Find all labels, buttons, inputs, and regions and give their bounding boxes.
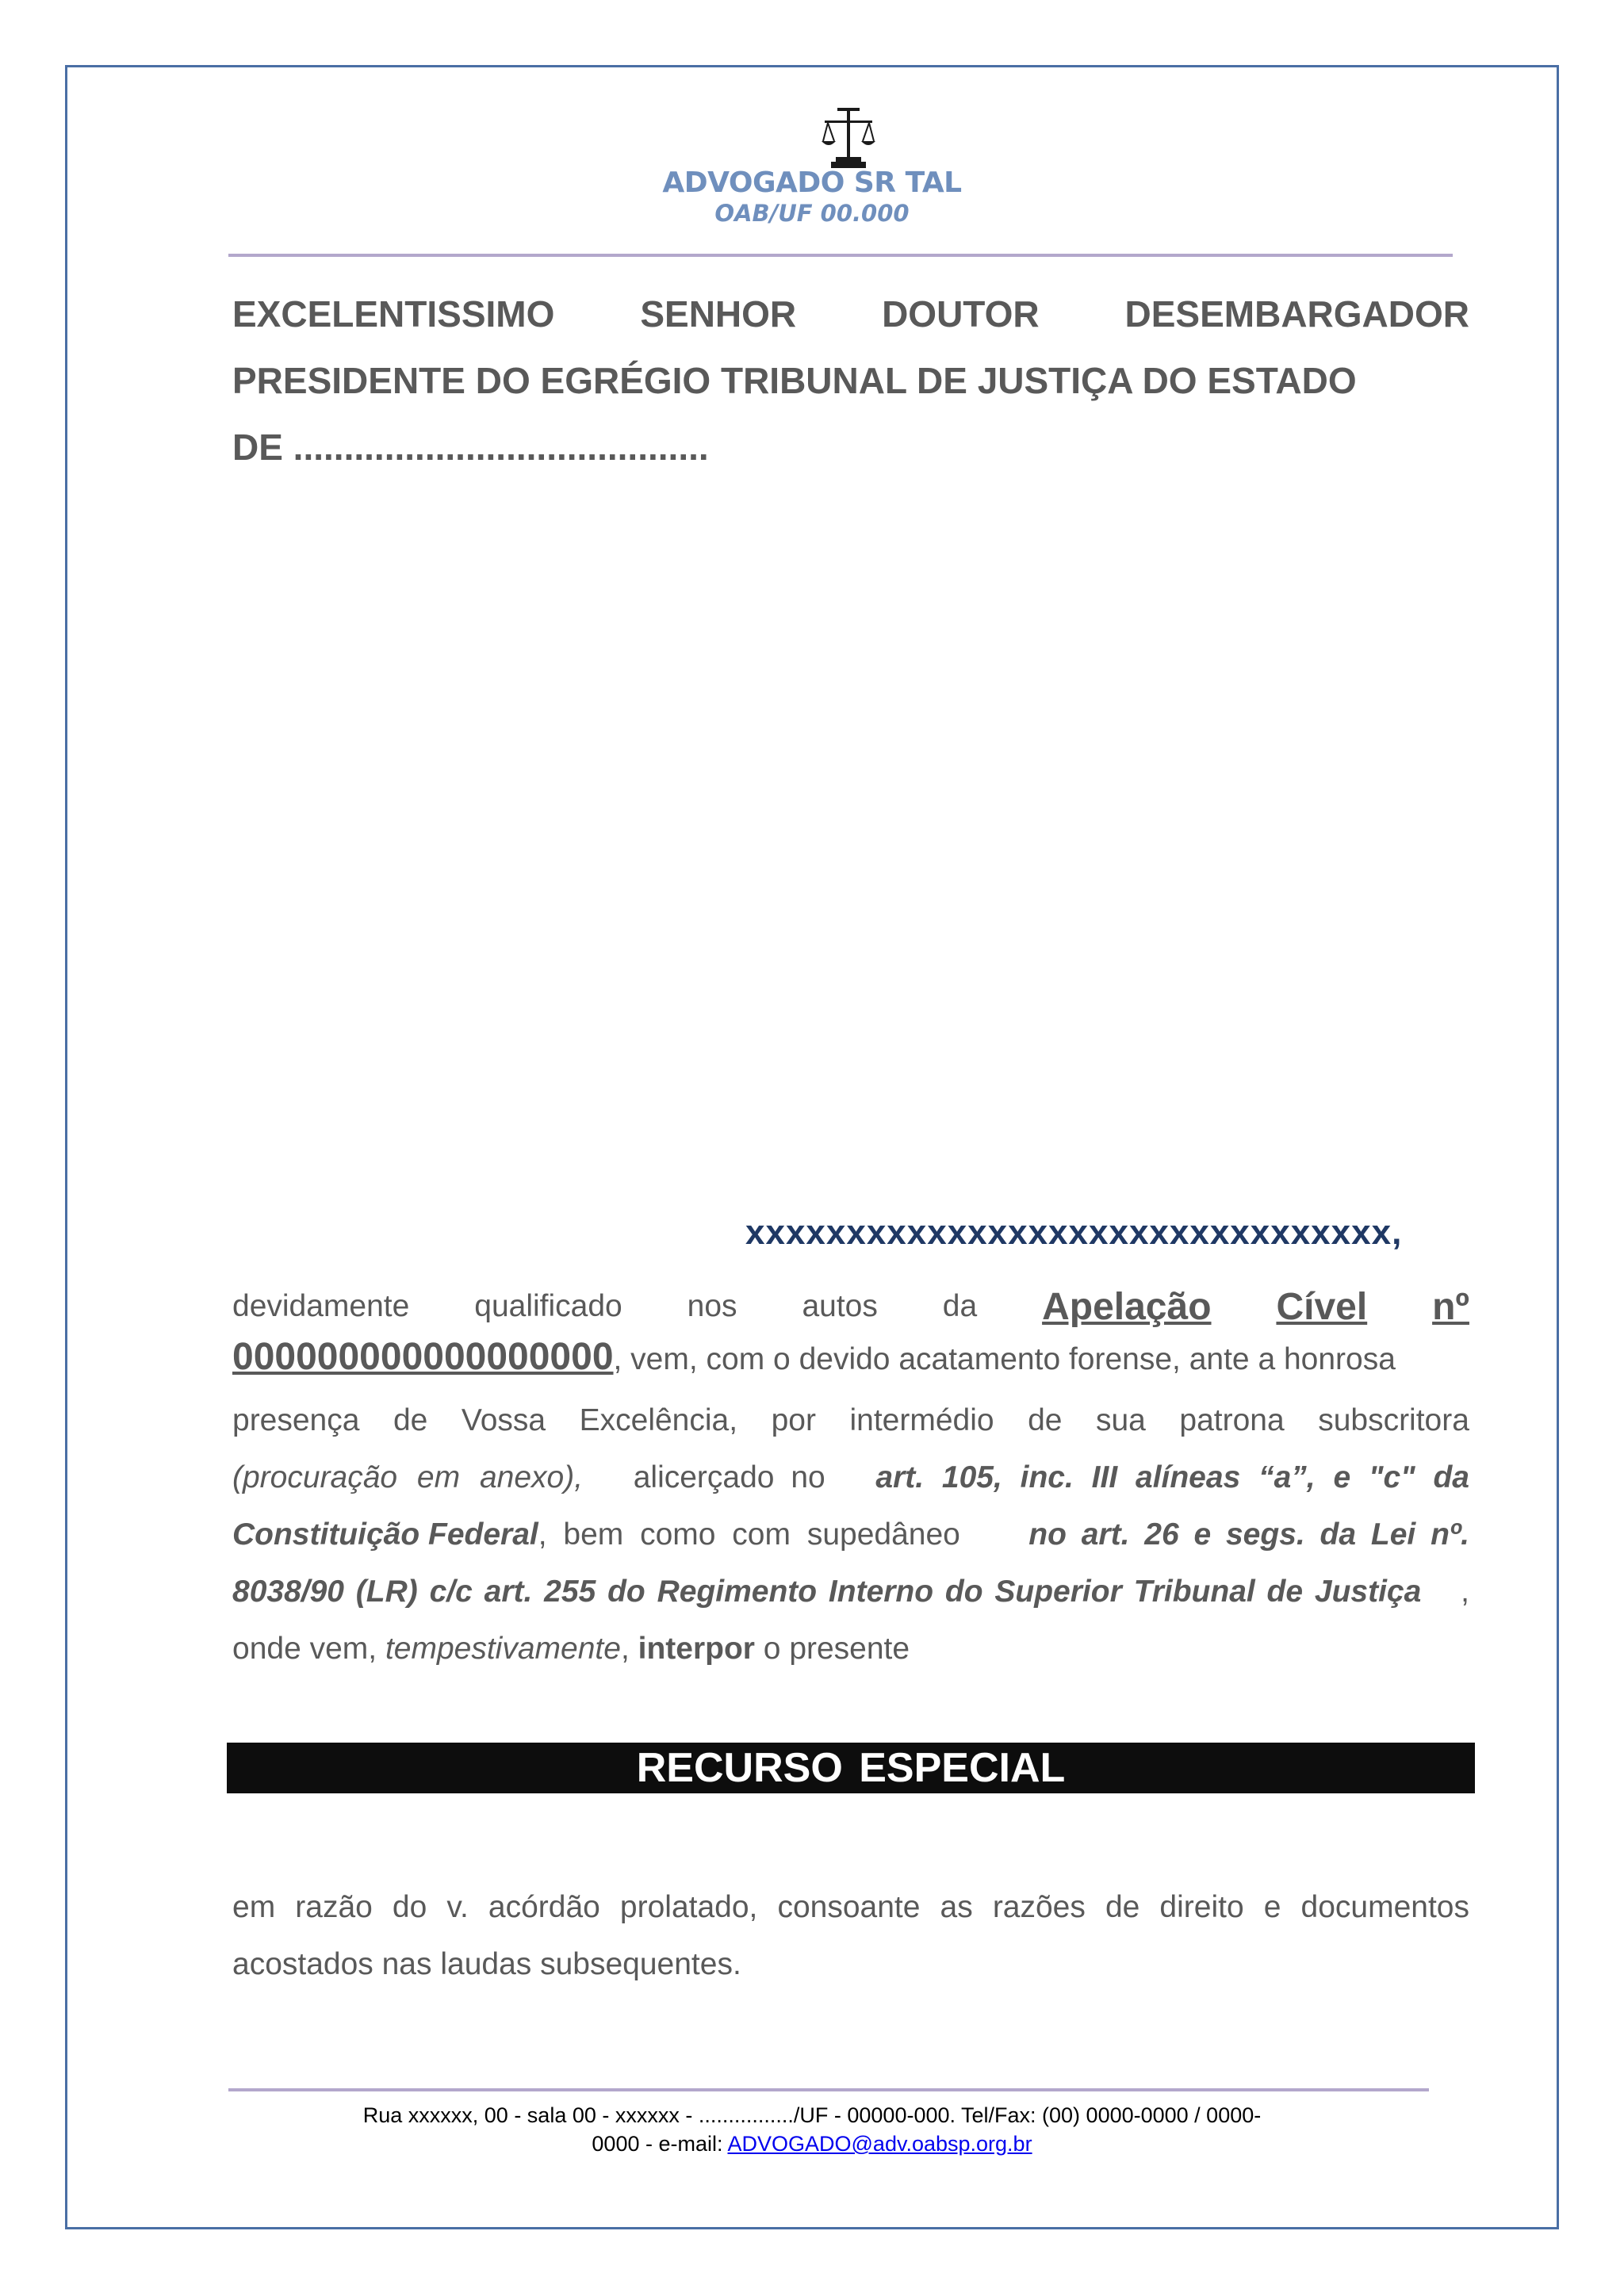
body-word: presença [232,1403,360,1437]
body-text-segment: , vem, com o devido acatamento forense, ante a honrosa [613,1342,1396,1376]
firm-name: ADVOGADO SR TAL [662,166,962,199]
footer-address: Rua xxxxxx, 00 - sala 00 - xxxxxx - ................/UF - 00000-000. Tel/Fax: (00) 0000-0000 / 0000- [362,2103,1262,2127]
body-word: intermédio [849,1403,994,1437]
body-line-7 [232,1632,1469,1689]
body-word: acórdão [488,1890,600,1924]
footer-divider [228,2088,1429,2091]
body-word: sua [1095,1403,1146,1437]
legal-citation: Constituição Federal [232,1517,538,1552]
body-word: prolatado, [619,1890,758,1924]
footer-email-label: 0000 - e-mail: [592,2132,728,2156]
process-number: 000000000000000000 [232,1336,614,1378]
body-text-segment: alicerçado no [633,1460,825,1494]
addressee-block [232,281,1469,480]
addressee-word: DESEMBARGADOR [1124,293,1469,335]
body-word: autos [802,1289,878,1323]
body-text-segment: onde vem, [232,1632,385,1666]
body-text-segment: interpor [638,1632,755,1666]
body-word: consoante [777,1890,921,1924]
body-word: documentos [1300,1890,1469,1924]
body-word: Vossa [461,1403,546,1437]
body-word: de [393,1403,428,1437]
body-line-1 [232,1278,1469,1335]
body-word: patrona [1179,1403,1285,1437]
footer-email-link[interactable]: ADVOGADO@adv.oabsp.org.br [727,2132,1032,2156]
appeal-type-word: Cível [1276,1285,1368,1328]
body-word: v. [446,1890,469,1924]
footer [0,2101,1624,2158]
appeal-type-word: Apelação [1042,1285,1212,1328]
legal-citation: 8038/90 (LR) c/c art. 255 do Regimento Interno do Superior Tribunal de Justiça [232,1575,1422,1609]
body-word: de [1028,1403,1063,1437]
body-word: qualificado [474,1289,622,1323]
body-line-4 [232,1460,1469,1517]
addressee-word: SENHOR [640,293,797,335]
footer-contact [0,2130,1624,2158]
addressee-line-2: PRESIDENTE DO EGRÉGIO TRIBUNAL DE JUSTIÇA DO ESTADO [232,360,1357,401]
closing-paragraph [232,1879,1469,1993]
body-word: do [392,1890,427,1924]
body-word: razão [295,1890,373,1924]
closing-line-2: acostados nas laudas subsequentes. [232,1947,741,1981]
petition-body [232,1278,1469,1689]
body-word: direito [1159,1890,1244,1924]
body-word: as [940,1890,973,1924]
body-word: razões [992,1890,1086,1924]
body-text-segment: tempestivamente [385,1632,621,1666]
body-word: da [942,1289,978,1323]
addressee-word: EXCELENTISSIMO [232,293,555,335]
body-line-2 [232,1335,1469,1403]
party-name [745,1213,1402,1253]
addressee-line-1 [232,281,1469,347]
body-text-segment: , [1461,1575,1469,1609]
body-line-3 [232,1403,1469,1460]
legal-citation: no art. 26 e segs. da Lei nº. [1028,1517,1469,1552]
body-word: por [771,1403,816,1437]
party-comma: , [1392,1213,1403,1252]
appeal-number-label: nº [1432,1285,1469,1328]
body-text-segment: , bem como com supedâneo [538,1517,960,1552]
addressee-line-3: DE ......................................... [232,427,709,468]
document-type-banner: RECURSO ESPECIAL [227,1743,1475,1793]
procuracao-note: (procuração em anexo), [232,1460,584,1494]
body-word: em [232,1890,276,1924]
body-line-5 [232,1517,1469,1575]
body-text-segment: , [620,1632,638,1666]
scales-of-justice-icon [820,106,877,171]
legal-citation: art. 105, inc. III alíneas “a”, e "c" da [875,1460,1469,1494]
body-text-segment: o presente [754,1632,910,1666]
body-word: subscritora [1318,1403,1469,1437]
body-word: nos [687,1289,737,1323]
body-word: devidamente [232,1289,410,1323]
body-line-6 [232,1575,1469,1632]
body-word: de [1105,1890,1140,1924]
body-word: Excelência, [579,1403,738,1437]
firm-oab-number: OAB/UF 00.000 [714,200,910,227]
addressee-word: DOUTOR [882,293,1040,335]
party-placeholder: xxxxxxxxxxxxxxxxxxxxxxxxxxxxxxxx [745,1213,1392,1252]
body-word: e [1263,1890,1281,1924]
header-divider [228,254,1453,257]
closing-line-1 [232,1879,1469,1936]
